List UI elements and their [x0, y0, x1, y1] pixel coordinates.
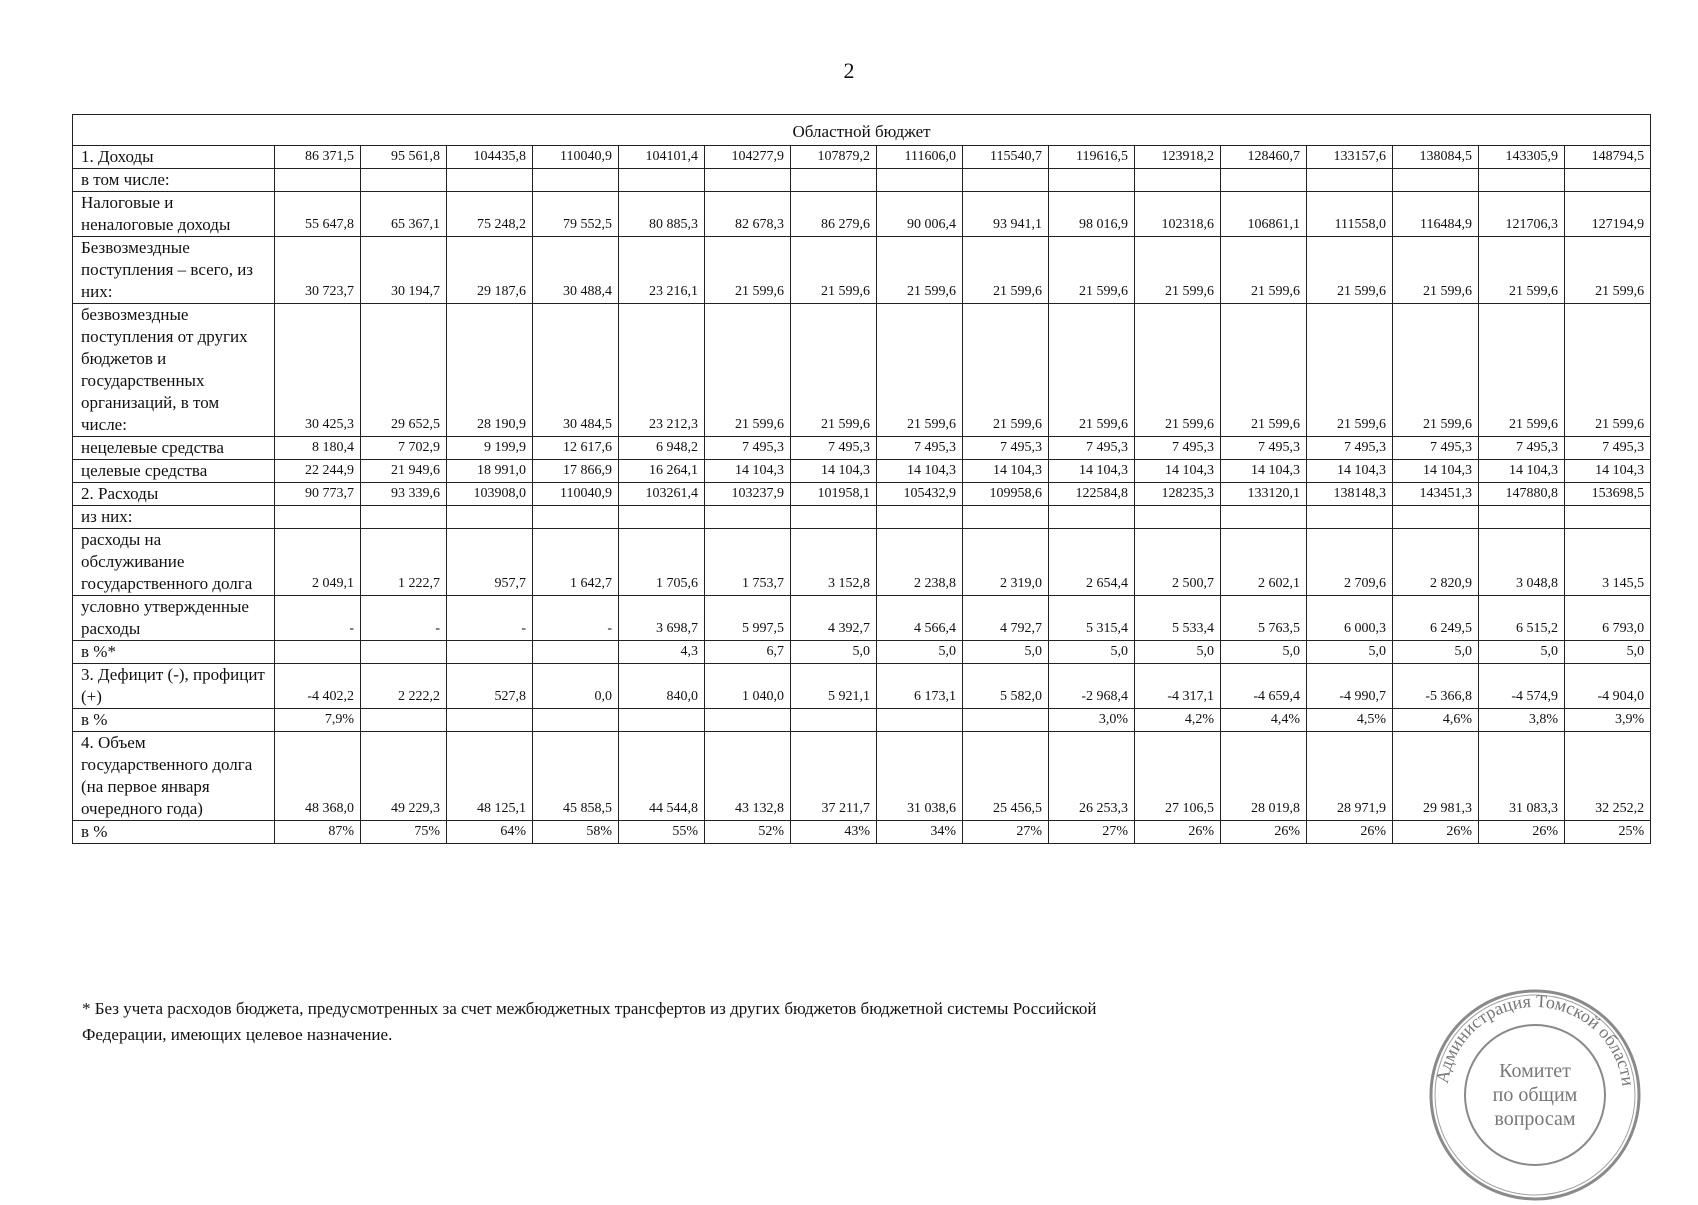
table-cell: 26%: [1307, 821, 1393, 844]
table-cell: 127194,9: [1565, 192, 1651, 237]
table-cell: 23 212,3: [619, 304, 705, 437]
table-cell: 21 599,6: [1307, 237, 1393, 304]
table-cell: 16 264,1: [619, 460, 705, 483]
table-cell: [275, 641, 361, 664]
table-cell: 4,3: [619, 641, 705, 664]
table-cell: [877, 506, 963, 529]
table-cell: 102318,6: [1135, 192, 1221, 237]
table-cell: [619, 709, 705, 732]
table-cell: 95 561,8: [361, 146, 447, 169]
table-cell: 2 709,6: [1307, 529, 1393, 596]
table-cell: 75 248,2: [447, 192, 533, 237]
table-cell: 8 180,4: [275, 437, 361, 460]
table-cell: 4 566,4: [877, 596, 963, 641]
table-cell: [447, 506, 533, 529]
table-cell: -: [361, 596, 447, 641]
table-cell: 14 104,3: [1221, 460, 1307, 483]
table-cell: 14 104,3: [877, 460, 963, 483]
row-label: 4. Объем государственного долга (на первое января очередного года): [73, 732, 275, 821]
table-cell: 43 132,8: [705, 732, 791, 821]
table-cell: 9 199,9: [447, 437, 533, 460]
table-cell: 2 049,1: [275, 529, 361, 596]
table-cell: 110040,9: [533, 146, 619, 169]
table-cell: [1393, 169, 1479, 192]
table-cell: 7 495,3: [1135, 437, 1221, 460]
table-cell: [447, 709, 533, 732]
row-label: условно утвержденные расходы: [73, 596, 275, 641]
table-cell: [1565, 169, 1651, 192]
table-cell: [1565, 506, 1651, 529]
table-cell: 7 495,3: [1565, 437, 1651, 460]
table-cell: 21 599,6: [1221, 237, 1307, 304]
table-cell: 128235,3: [1135, 483, 1221, 506]
table-cell: 4,5%: [1307, 709, 1393, 732]
table-cell: 90 773,7: [275, 483, 361, 506]
table-cell: 109958,6: [963, 483, 1049, 506]
table-cell: 27 106,5: [1135, 732, 1221, 821]
table-cell: 31 083,3: [1479, 732, 1565, 821]
table-cell: [963, 709, 1049, 732]
table-caption-row: [73, 115, 1651, 146]
table-cell: 14 104,3: [1049, 460, 1135, 483]
table-cell: 21 599,6: [1049, 304, 1135, 437]
table-cell: 103261,4: [619, 483, 705, 506]
table-cell: 26 253,3: [1049, 732, 1135, 821]
table-cell: 1 642,7: [533, 529, 619, 596]
table-cell: 31 038,6: [877, 732, 963, 821]
table-cell: 5,0: [1479, 641, 1565, 664]
table-cell: 2 319,0: [963, 529, 1049, 596]
table-cell: 21 599,6: [791, 237, 877, 304]
table-cell: 21 599,6: [1479, 304, 1565, 437]
stamp-line-3: вопросам: [1494, 1108, 1576, 1130]
row-label: из них:: [73, 506, 275, 529]
table-cell: 5 533,4: [1135, 596, 1221, 641]
table-cell: 101958,1: [791, 483, 877, 506]
table-cell: 21 599,6: [877, 304, 963, 437]
row-label: Налоговые и неналоговые доходы: [73, 192, 275, 237]
table-cell: 65 367,1: [361, 192, 447, 237]
table-cell: 25 456,5: [963, 732, 1049, 821]
table-cell: 17 866,9: [533, 460, 619, 483]
table-row: [73, 709, 1651, 732]
table-cell: 7 495,3: [1307, 437, 1393, 460]
table-cell: [619, 169, 705, 192]
table-cell: 5,0: [791, 641, 877, 664]
table-cell: -4 574,9: [1479, 664, 1565, 709]
table-cell: 143305,9: [1479, 146, 1565, 169]
table-cell: 21 599,6: [1049, 237, 1135, 304]
table-cell: 1 705,6: [619, 529, 705, 596]
table-cell: 48 368,0: [275, 732, 361, 821]
table-row: [73, 506, 1651, 529]
table-cell: 7 495,3: [1479, 437, 1565, 460]
table-cell: 1 222,7: [361, 529, 447, 596]
page-number: 2: [843, 58, 855, 83]
table-cell: 138084,5: [1393, 146, 1479, 169]
table-cell: 1 753,7: [705, 529, 791, 596]
table-cell: -: [275, 596, 361, 641]
row-label: 1. Доходы: [73, 146, 275, 169]
table-cell: 5 997,5: [705, 596, 791, 641]
table-cell: [275, 169, 361, 192]
table-cell: 30 488,4: [533, 237, 619, 304]
table-row: [73, 146, 1651, 169]
table-cell: 6 948,2: [619, 437, 705, 460]
table-cell: 3,8%: [1479, 709, 1565, 732]
row-label: в том числе:: [73, 169, 275, 192]
table-cell: 5 921,1: [791, 664, 877, 709]
table-cell: [533, 709, 619, 732]
table-cell: [963, 169, 1049, 192]
table-cell: 21 599,6: [1135, 237, 1221, 304]
row-label: нецелевые средства: [73, 437, 275, 460]
table-cell: 6 249,5: [1393, 596, 1479, 641]
table-cell: 27%: [1049, 821, 1135, 844]
table-cell: [1049, 169, 1135, 192]
table-cell: 28 971,9: [1307, 732, 1393, 821]
table-cell: 116484,9: [1393, 192, 1479, 237]
table-cell: [877, 709, 963, 732]
table-cell: 103237,9: [705, 483, 791, 506]
table-cell: 3,0%: [1049, 709, 1135, 732]
table-cell: 21 599,6: [1221, 304, 1307, 437]
table-cell: 7 495,3: [963, 437, 1049, 460]
table-cell: 107879,2: [791, 146, 877, 169]
table-cell: [447, 169, 533, 192]
budget-table: [72, 114, 1651, 844]
table-cell: 5,0: [1307, 641, 1393, 664]
table-cell: 103908,0: [447, 483, 533, 506]
table-cell: [1049, 506, 1135, 529]
table-cell: 49 229,3: [361, 732, 447, 821]
table-cell: 2 602,1: [1221, 529, 1307, 596]
table-cell: -4 317,1: [1135, 664, 1221, 709]
table-cell: [1479, 169, 1565, 192]
table-cell: 133120,1: [1221, 483, 1307, 506]
table-cell: 2 238,8: [877, 529, 963, 596]
table-cell: 6 793,0: [1565, 596, 1651, 641]
table-cell: 93 339,6: [361, 483, 447, 506]
table-cell: 87%: [275, 821, 361, 844]
table-cell: 2 500,7: [1135, 529, 1221, 596]
table-cell: 3 145,5: [1565, 529, 1651, 596]
table-cell: 527,8: [447, 664, 533, 709]
table-cell: 2 820,9: [1393, 529, 1479, 596]
table-cell: 26%: [1135, 821, 1221, 844]
table-cell: 7 495,3: [877, 437, 963, 460]
table-cell: 86 279,6: [791, 192, 877, 237]
table-cell: 23 216,1: [619, 237, 705, 304]
table-cell: 21 599,6: [791, 304, 877, 437]
table-cell: 5 763,5: [1221, 596, 1307, 641]
table-cell: -5 366,8: [1393, 664, 1479, 709]
table-cell: 4 392,7: [791, 596, 877, 641]
organization-stamp: [1425, 985, 1645, 1205]
table-cell: 44 544,8: [619, 732, 705, 821]
table-cell: 6,7: [705, 641, 791, 664]
table-cell: 48 125,1: [447, 732, 533, 821]
table-cell: 5,0: [1393, 641, 1479, 664]
table-cell: 6 173,1: [877, 664, 963, 709]
table-cell: [533, 506, 619, 529]
table-row: [73, 732, 1651, 821]
table-cell: 3 152,8: [791, 529, 877, 596]
table-cell: 6 000,3: [1307, 596, 1393, 641]
table-cell: 21 599,6: [1393, 237, 1479, 304]
table-cell: 104101,4: [619, 146, 705, 169]
table-cell: 7,9%: [275, 709, 361, 732]
table-cell: 3 048,8: [1479, 529, 1565, 596]
table-cell: 128460,7: [1221, 146, 1307, 169]
row-label: 3. Дефицит (-), профицит (+): [73, 664, 275, 709]
table-cell: 93 941,1: [963, 192, 1049, 237]
table-cell: 28 190,9: [447, 304, 533, 437]
table-cell: 79 552,5: [533, 192, 619, 237]
footnote: * Без учета расходов бюджета, предусмотренных за счет межбюджетных трансфертов из других бюджетов бюджетной системы Российской Федерации, имеющих целевое назначение.: [82, 999, 1097, 1044]
table-cell: 5,0: [1221, 641, 1307, 664]
table-cell: 5,0: [1049, 641, 1135, 664]
table-cell: 123918,2: [1135, 146, 1221, 169]
row-label: в %*: [73, 641, 275, 664]
table-cell: 80 885,3: [619, 192, 705, 237]
table-cell: [705, 709, 791, 732]
table-cell: 111606,0: [877, 146, 963, 169]
stamp-outer-text: Администрация Томской области: [1431, 990, 1639, 1088]
table-cell: 37 211,7: [791, 732, 877, 821]
table-cell: -: [533, 596, 619, 641]
table-cell: [1135, 169, 1221, 192]
table-cell: 110040,9: [533, 483, 619, 506]
table-cell: 98 016,9: [1049, 192, 1135, 237]
table-cell: 82 678,3: [705, 192, 791, 237]
table-cell: 4,2%: [1135, 709, 1221, 732]
table-cell: [275, 506, 361, 529]
table-cell: [791, 709, 877, 732]
table-row: [73, 529, 1651, 596]
table-cell: 21 599,6: [1479, 237, 1565, 304]
table-cell: 115540,7: [963, 146, 1049, 169]
table-row: [73, 460, 1651, 483]
table-cell: 148794,5: [1565, 146, 1651, 169]
table-cell: 18 991,0: [447, 460, 533, 483]
table-cell: [791, 169, 877, 192]
table-cell: 14 104,3: [1307, 460, 1393, 483]
row-label: целевые средства: [73, 460, 275, 483]
table-cell: 121706,3: [1479, 192, 1565, 237]
table-row: [73, 437, 1651, 460]
table-cell: 6 515,2: [1479, 596, 1565, 641]
table-row: [73, 237, 1651, 304]
table-cell: 5 582,0: [963, 664, 1049, 709]
table-cell: 5,0: [1565, 641, 1651, 664]
table-cell: 14 104,3: [1479, 460, 1565, 483]
table-cell: 86 371,5: [275, 146, 361, 169]
table-cell: 55 647,8: [275, 192, 361, 237]
table-cell: 3 698,7: [619, 596, 705, 641]
table-cell: 5,0: [1135, 641, 1221, 664]
table-cell: 21 599,6: [963, 237, 1049, 304]
table-cell: [533, 641, 619, 664]
table-cell: 153698,5: [1565, 483, 1651, 506]
table-cell: 21 599,6: [877, 237, 963, 304]
table-cell: [1221, 506, 1307, 529]
table-cell: 14 104,3: [1393, 460, 1479, 483]
table-cell: 2 654,4: [1049, 529, 1135, 596]
table-cell: 5,0: [963, 641, 1049, 664]
table-cell: 14 104,3: [705, 460, 791, 483]
table-cell: 122584,8: [1049, 483, 1135, 506]
table-cell: 14 104,3: [963, 460, 1049, 483]
table-cell: 34%: [877, 821, 963, 844]
table-cell: 105432,9: [877, 483, 963, 506]
table-cell: [877, 169, 963, 192]
table-cell: [361, 709, 447, 732]
table-cell: 21 599,6: [1307, 304, 1393, 437]
table-cell: 1 040,0: [705, 664, 791, 709]
table-row: [73, 821, 1651, 844]
row-label: в %: [73, 821, 275, 844]
table-cell: 27%: [963, 821, 1049, 844]
table-cell: 143451,3: [1393, 483, 1479, 506]
table-cell: 7 495,3: [1393, 437, 1479, 460]
table-cell: 14 104,3: [1135, 460, 1221, 483]
row-label: расходы на обслуживание государственного долга: [73, 529, 275, 596]
table-cell: 30 484,5: [533, 304, 619, 437]
table-cell: 21 599,6: [705, 304, 791, 437]
table-cell: 55%: [619, 821, 705, 844]
table-cell: [963, 506, 1049, 529]
table-cell: [361, 169, 447, 192]
table-row: [73, 192, 1651, 237]
table-cell: [705, 169, 791, 192]
table-cell: 106861,1: [1221, 192, 1307, 237]
table-row: [73, 304, 1651, 437]
table-cell: [1135, 506, 1221, 529]
table-cell: 26%: [1221, 821, 1307, 844]
table-cell: [1221, 169, 1307, 192]
table-cell: 28 019,8: [1221, 732, 1307, 821]
table-cell: 21 599,6: [1565, 237, 1651, 304]
table-cell: [1307, 169, 1393, 192]
table-row: [73, 169, 1651, 192]
table-cell: 52%: [705, 821, 791, 844]
table-cell: 90 006,4: [877, 192, 963, 237]
table-cell: [619, 506, 705, 529]
table-cell: 0,0: [533, 664, 619, 709]
table-cell: [1393, 506, 1479, 529]
table-cell: 3,9%: [1565, 709, 1651, 732]
table-cell: 26%: [1393, 821, 1479, 844]
table-cell: 4,6%: [1393, 709, 1479, 732]
stamp-line-1: Комитет: [1499, 1060, 1571, 1082]
table-cell: 43%: [791, 821, 877, 844]
table-cell: 30 194,7: [361, 237, 447, 304]
table-cell: 14 104,3: [791, 460, 877, 483]
table-cell: 111558,0: [1307, 192, 1393, 237]
table-cell: 104435,8: [447, 146, 533, 169]
table-cell: 133157,6: [1307, 146, 1393, 169]
table-cell: 30 425,3: [275, 304, 361, 437]
table-cell: -4 659,4: [1221, 664, 1307, 709]
table-cell: [361, 506, 447, 529]
table-cell: 12 617,6: [533, 437, 619, 460]
table-row: [73, 664, 1651, 709]
table-row: [73, 596, 1651, 641]
table-row: [73, 483, 1651, 506]
table-cell: 4 792,7: [963, 596, 1049, 641]
table-cell: 21 599,6: [963, 304, 1049, 437]
row-label: в %: [73, 709, 275, 732]
table-cell: 104277,9: [705, 146, 791, 169]
table-cell: 147880,8: [1479, 483, 1565, 506]
table-cell: -4 402,2: [275, 664, 361, 709]
table-cell: 25%: [1565, 821, 1651, 844]
table-cell: 21 949,6: [361, 460, 447, 483]
table-cell: 7 495,3: [1049, 437, 1135, 460]
stamp-line-2: по общим: [1492, 1084, 1578, 1106]
table-cell: 21 599,6: [1393, 304, 1479, 437]
table-cell: 21 599,6: [705, 237, 791, 304]
table-cell: -2 968,4: [1049, 664, 1135, 709]
table-cell: 21 599,6: [1135, 304, 1221, 437]
table-cell: 957,7: [447, 529, 533, 596]
table-cell: 30 723,7: [275, 237, 361, 304]
table-cell: 5,0: [877, 641, 963, 664]
row-label: Безвозмездные поступления – всего, из них:: [73, 237, 275, 304]
table-cell: 22 244,9: [275, 460, 361, 483]
table-cell: 7 495,3: [791, 437, 877, 460]
table-cell: 29 652,5: [361, 304, 447, 437]
table-cell: 45 858,5: [533, 732, 619, 821]
table-cell: 7 495,3: [705, 437, 791, 460]
table-cell: [447, 641, 533, 664]
table-cell: [791, 506, 877, 529]
table-cell: 14 104,3: [1565, 460, 1651, 483]
table-cell: 4,4%: [1221, 709, 1307, 732]
table-caption: Областной бюджет: [73, 115, 1651, 146]
row-label: безвозмездные поступления от других бюджетов и государственных организаций, в том числе:: [73, 304, 275, 437]
table-cell: [1307, 506, 1393, 529]
table-cell: 64%: [447, 821, 533, 844]
table-cell: -: [447, 596, 533, 641]
table-cell: [705, 506, 791, 529]
table-cell: 29 187,6: [447, 237, 533, 304]
table-cell: 75%: [361, 821, 447, 844]
table-cell: 7 495,3: [1221, 437, 1307, 460]
table-cell: 2 222,2: [361, 664, 447, 709]
table-cell: 29 981,3: [1393, 732, 1479, 821]
table-cell: 32 252,2: [1565, 732, 1651, 821]
table-row: [73, 641, 1651, 664]
table-cell: 58%: [533, 821, 619, 844]
table-cell: 840,0: [619, 664, 705, 709]
table-cell: 7 702,9: [361, 437, 447, 460]
table-cell: 26%: [1479, 821, 1565, 844]
row-label: 2. Расходы: [73, 483, 275, 506]
table-cell: [533, 169, 619, 192]
table-cell: 119616,5: [1049, 146, 1135, 169]
table-cell: [361, 641, 447, 664]
table-cell: 138148,3: [1307, 483, 1393, 506]
table-cell: 5 315,4: [1049, 596, 1135, 641]
table-cell: -4 904,0: [1565, 664, 1651, 709]
table-cell: 21 599,6: [1565, 304, 1651, 437]
table-cell: -4 990,7: [1307, 664, 1393, 709]
table-cell: [1479, 506, 1565, 529]
